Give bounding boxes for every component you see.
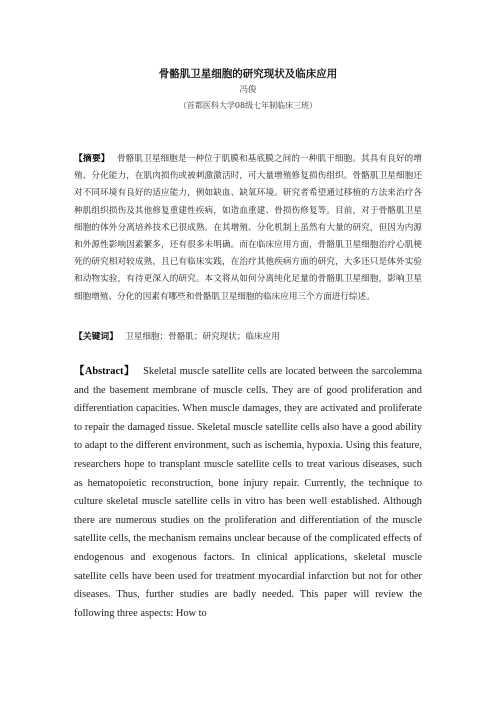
abstract-cn-label: 【摘要】 <box>74 154 115 164</box>
keywords-cn <box>74 329 422 346</box>
keywords-cn-text: 卫星细胞；骨骼肌；研究现状；临床应用 <box>125 332 280 342</box>
author-name: 冯俊 <box>239 85 257 95</box>
keywords-cn-label: 【关键词】 <box>74 332 123 342</box>
abstract-en-text: Skeletal muscle satellite cells are located between the sarcolemma and the basement membrane of muscle cells. They are of good proliferation and differentiation capacities. When muscle damages, they are activated and proliferate to repair the damaged tissue. Skeletal muscle satellite cells also have a good ability to adapt to the different environment, such as ischemia, hypoxia. Using this feature, researchers hope to transplant muscle satellite cells to treat various diseases, such as hematopoietic reconstruction, bone injury repair. Currently, the technique to culture skeletal muscle satellite cells in vitro has been well established. Although there are numerous studies on the proliferation and differentiation of the muscle satellite cells, the mechanism remains unclear because of the complicated effects of endogenous and exogenous factors. In clinical applications, skeletal muscle satellite cells have been used for treatment myocardial infarction but not for other diseases. Thus, further studies are badly needed. This paper will review the following three aspects: How to <box>74 366 422 619</box>
abstract-cn-text: 骨骼肌卫星细胞是一种位于肌膜和基底膜之间的一种肌干细胞。其具有良好的增殖、分化能力，在肌肉损伤或被刺激激活时，可大量增殖修复损伤组织。骨骼肌卫星细胞还对不同环境有良好的适应能力，例如缺血、缺氧环境。研究者希望通过移植的方法来治疗各种肌组织损伤及其他修复重建性疾病，如造血重建、骨损伤修复等。目前，对于骨骼肌卫星细胞的体外分离培养技术已很成熟。在其增殖、分化机制上虽然有大量的研究，但因为内源和外源性影响因素繁多，还有很多未明确。而在临床应用方面，骨骼肌卫星细胞治疗心肌梗死的研究相对较成熟，且已有临床实践，在治疗其他疾病方面的研究，大多还只是体外实验和动物实验，有待更深入的研究。本文将从如何分离纯化足量的骨骼肌卫星细胞，影响卫星细胞增殖、分化的因素有哪些和骨骼肌卫星细胞的临床应用三个方面进行综述。 <box>74 154 422 302</box>
abstract-en <box>74 363 422 623</box>
abstract-en-label: 【Abstract】 <box>74 366 141 377</box>
abstract-cn <box>74 151 422 306</box>
paper-title: 骨骼肌卫星细胞的研究现状及临床应用 <box>158 68 338 80</box>
author-affiliation: （首都医科大学08级七年制临床三班） <box>178 101 318 110</box>
